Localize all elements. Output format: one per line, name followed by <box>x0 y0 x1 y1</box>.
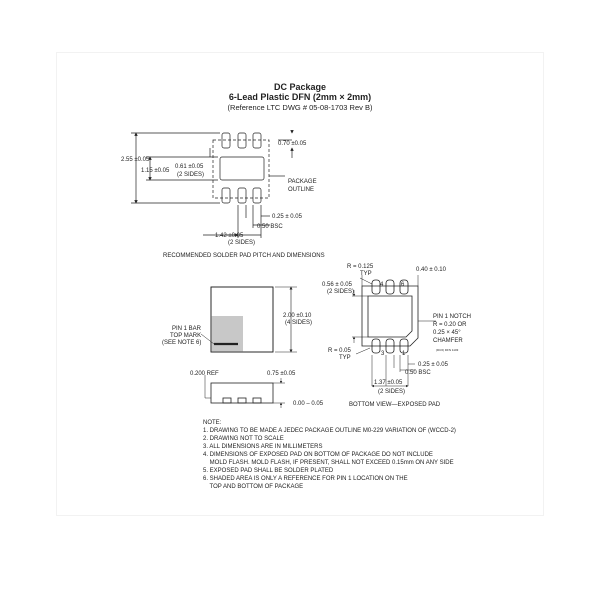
dim-height-label: 2.55 ±0.05 <box>121 157 150 163</box>
solder-pad <box>238 188 246 203</box>
bottom-dim-pad-sides: (2 SIDES) <box>327 289 355 295</box>
solder-pad <box>253 188 261 203</box>
dim-span-label: 1.42 ±0.05 <box>215 233 244 239</box>
note-4b: MOLD FLASH. MOLD FLASH, IF PRESENT, SHALL NOT EXCEED 0.15mm ON ANY SIDE <box>203 460 454 466</box>
solder-pad <box>253 133 261 148</box>
note-5: 5. EXPOSED PAD SHALL BE SOLDER PLATED <box>203 468 334 474</box>
bottom-view-caption: BOTTOM VIEW—EXPOSED PAD <box>349 402 441 408</box>
drawing-code: (DC6) DFN 1103 <box>436 348 459 352</box>
pin1-notch-label-4: CHAMFER <box>433 338 463 344</box>
dim-lead-width-label: 0.25 ± 0.05 <box>272 214 302 220</box>
side-ref-label: 0.200 REF <box>190 371 219 377</box>
pin1-label-2: TOP MARK <box>170 333 202 339</box>
dim-pad-width-label: 0.61 ±0.05 <box>175 164 204 170</box>
pin-1-label: 1 <box>402 351 406 357</box>
top-size-label: 2.00 ±0.10 <box>283 313 312 319</box>
pin1-notch-label-3: 0.25 × 45° <box>433 330 461 336</box>
note-1: 1. DRAWING TO BE MADE A JEDEC PACKAGE OUTLINE M0-229 VARIATION OF (WCCD-2) <box>203 428 456 434</box>
bottom-r-top-typ: TYP <box>360 271 372 277</box>
pin1-notch-label-1: PIN 1 NOTCH <box>433 314 472 320</box>
bottom-dim-lead: 0.25 ± 0.05 <box>418 362 448 368</box>
note-2: 2. DRAWING NOT TO SCALE <box>203 436 284 442</box>
notes-heading: NOTE: <box>203 420 222 426</box>
side-view <box>205 375 285 408</box>
bottom-dim-span: 1.37 ±0.05 <box>374 380 403 386</box>
exposed-pad-bottom <box>368 296 412 337</box>
solder-pad <box>222 133 230 148</box>
pin-4-label: 4 <box>380 282 384 288</box>
bottom-dim-pitch: 0.50 BSC <box>405 370 431 376</box>
bottom-dim-span-sides: (2 SIDES) <box>378 389 406 395</box>
bottom-lead <box>386 280 394 294</box>
bottom-r-bottom-typ: TYP <box>339 355 351 361</box>
dim-pitch-label: 0.50 BSC <box>257 224 283 230</box>
note-4a: 4. DIMENSIONS OF EXPOSED PAD ON BOTTOM OF PACKAGE DO NOT INCLUDE <box>203 452 433 458</box>
dim-span-sides: (2 SIDES) <box>228 240 256 246</box>
reference: (Reference LTC DWG # 05-08-1703 Rev B) <box>227 103 373 112</box>
note-6a: 6. SHADED AREA IS ONLY A REFERENCE FOR PIN 1 LOCATION ON THE <box>203 476 408 482</box>
solder-pad <box>222 188 230 203</box>
bottom-lead <box>372 280 380 294</box>
dim-pad-width-sides: (2 SIDES) <box>177 172 205 178</box>
pin-3-label: 3 <box>381 351 385 357</box>
note-3: 3. ALL DIMENSIONS ARE IN MILLIMETERS <box>203 444 323 450</box>
package-outline-label-1: PACKAGE <box>288 179 317 185</box>
bottom-r-top: R = 0.125 <box>347 264 374 270</box>
package-side-outline <box>211 383 273 403</box>
pin1-shaded-area <box>211 316 243 352</box>
top-view <box>201 287 297 352</box>
top-size-sides: (4 SIDES) <box>285 320 313 326</box>
dim-top-label: 0.70 ±0.05 <box>278 141 307 147</box>
side-height-label: 0.75 ±0.05 <box>267 371 296 377</box>
bottom-dim-pad: 0.56 ± 0.05 <box>322 282 352 288</box>
title: DC Package <box>273 82 327 92</box>
solder-pad-view <box>131 130 292 238</box>
pin1-label-3: (SEE NOTE 6) <box>162 340 202 346</box>
side-standoff-label: 0.00 – 0.05 <box>293 401 324 407</box>
pin-6-label: 6 <box>401 282 405 288</box>
pin1-label-1: PIN 1 BAR <box>172 326 202 332</box>
side-lead <box>253 398 261 403</box>
solder-pad <box>238 133 246 148</box>
bottom-r-bottom: R = 0.05 <box>328 348 351 354</box>
subtitle: 6-Lead Plastic DFN (2mm × 2mm) <box>228 92 372 102</box>
side-lead <box>223 398 231 403</box>
package-outline-label-2: OUTLINE <box>288 187 315 193</box>
dim-inner-label: 1.15 ±0.05 <box>141 168 170 174</box>
side-lead <box>238 398 246 403</box>
pin1-notch-label-2: R = 0.20 OR <box>433 322 467 328</box>
exposed-pad <box>220 157 264 180</box>
solder-pad-caption: RECOMMENDED SOLDER PAD PITCH AND DIMENSIONS <box>163 253 325 259</box>
note-6b: TOP AND BOTTOM OF PACKAGE <box>203 484 304 490</box>
bottom-dim-top: 0.40 ± 0.10 <box>416 267 446 273</box>
